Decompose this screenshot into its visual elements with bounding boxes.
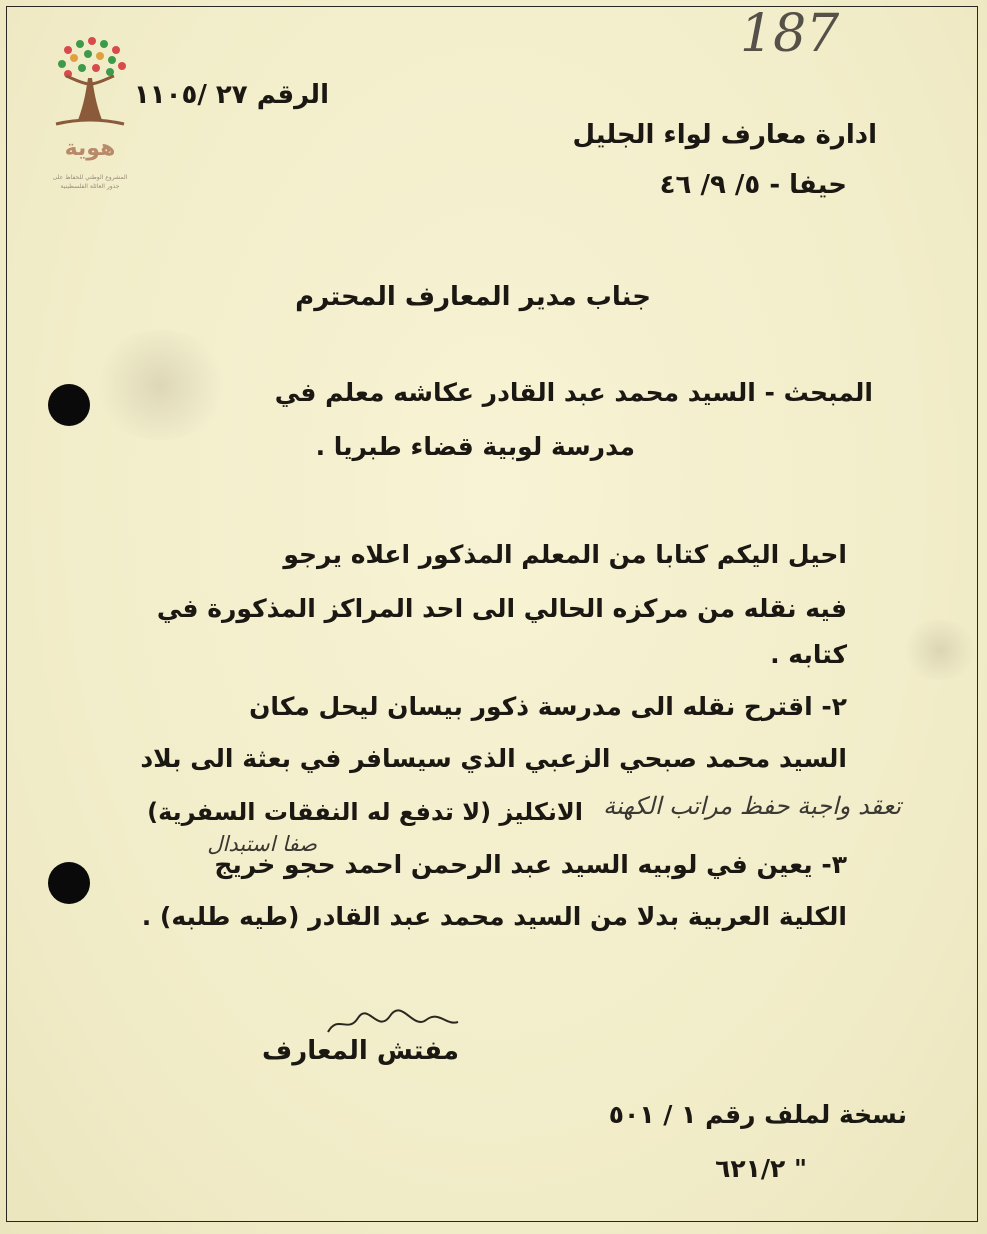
logo-name: هوية [64,136,116,161]
addressee: جناب مدير المعارف المحترم [295,282,651,312]
paper-stain [90,330,230,440]
hawiya-logo [48,36,158,206]
place-date: حيفا - ٥/ ٩/ ٤٦ [659,170,847,200]
body-line: ٣- يعين في لوبيه السيد عبد الرحمن احمد حجو خريج [214,850,847,879]
body-line: السيد محمد صبحي الزعبي الذي سيسافر في بعثة الى بلاد [140,744,847,773]
body-line: ٢- اقترح نقله الى مدرسة ذكور بيسان ليحل مكان [249,692,847,721]
logo-tagline-1: المشروع الوطني للحفاظ على [52,174,128,181]
paper-stain [900,620,980,680]
punch-hole-bottom [48,862,90,904]
body-line: احيل اليكم كتابا من المعلم المذكور اعلاه يرجو [283,540,847,569]
reference-number: الرقم ٢٧ /١١٠٥ [133,80,329,110]
archive-number: 187 [740,4,840,64]
sender-office: ادارة معارف لواء الجليل [572,120,877,150]
tree-icon [48,36,132,136]
copy-line: نسخة لملف رقم ١ / ٥٠١ [608,1100,907,1129]
copy-line: " ٦٢١/٢ [715,1154,807,1183]
body-line: فيه نقله من مركزه الحالي الى احد المراكز المذكورة في [156,594,847,623]
body-line: كتابه . [770,640,847,669]
subject-line-1: المبحث - السيد محمد عبد القادر عكاشه معلم في [274,378,873,407]
logo-tagline-2: جذور العائلة الفلسطينية [60,183,120,190]
body-line: الكلية العربية بدلا من السيد محمد عبد القادر (طيه طلبه) . [141,902,847,931]
handwritten-note: تعقد واجبة حفظ مراتب الكهنة [603,792,901,820]
signature-title: مفتش المعارف [262,1036,459,1066]
subject-line-2: مدرسة لوبية قضاء طبريا . [315,432,635,461]
body-line: الانكليز (لا تدفع له النفقات السفرية) [147,798,583,826]
handwritten-note: صفا استبدال [207,832,317,856]
punch-hole-top [48,384,90,426]
